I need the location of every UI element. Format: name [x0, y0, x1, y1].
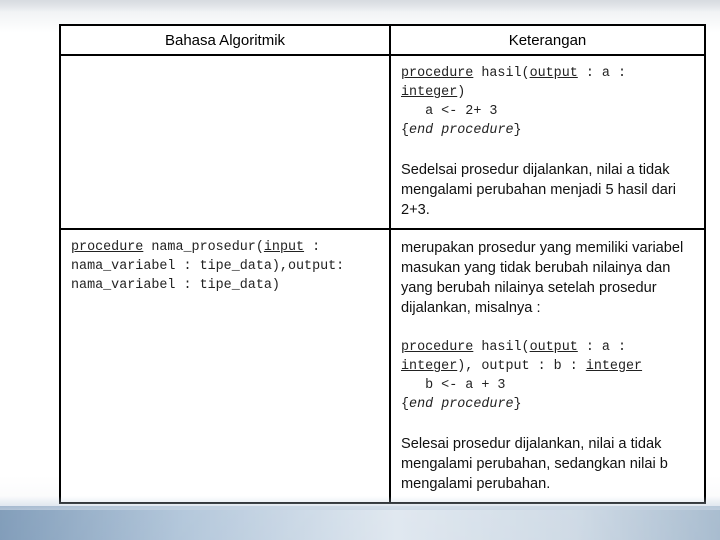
code-keyword: end procedure: [409, 397, 514, 412]
code-keyword: input: [263, 240, 305, 255]
row1-code-block: [401, 64, 700, 140]
code-text: {: [401, 123, 410, 138]
code-text: {: [401, 397, 410, 412]
code-text: }: [513, 123, 522, 138]
code-text: ): [457, 85, 466, 100]
header-keterangan: Keterangan: [390, 25, 705, 55]
row2-code-block: [401, 338, 700, 414]
code-text: nama_prosedur(: [143, 240, 264, 255]
row1-note: Sedelsai prosedur dijalankan, nilai a tidak mengalami perubahan menjadi 5 hasil dari 2+3.: [401, 162, 677, 218]
code-keyword: procedure: [401, 340, 474, 355]
code-text: a <- 2+ 3: [401, 104, 498, 119]
code-text: :: [304, 240, 321, 255]
row1-algoritmik-cell: [60, 55, 390, 229]
code-text: : a :: [577, 340, 627, 355]
code-keyword: output: [529, 66, 578, 81]
code-keyword: integer: [585, 359, 643, 374]
table-row: [60, 229, 705, 503]
code-text: hasil(: [473, 340, 530, 355]
slide-top-edge: [0, 0, 720, 12]
code-keyword: integer: [401, 85, 458, 100]
code-text: nama_variabel : tipe_data),output:: [71, 259, 345, 274]
code-keyword: integer: [401, 359, 458, 374]
code-text: nama_variabel : tipe_data): [71, 278, 280, 293]
row2-keterangan-cell: [390, 229, 705, 503]
slide-bottom-band: [0, 506, 720, 540]
code-keyword: end procedure: [409, 123, 514, 138]
algorithm-table: [59, 24, 706, 504]
row1-keterangan-cell: [390, 55, 705, 229]
code-text: b <- a + 3: [401, 378, 506, 393]
table-row: [60, 55, 705, 229]
row2-intro: merupakan prosedur yang memiliki variabel masukan yang tidak berubah nilainya dan yang berubah nilainya setelah prosedur dijalankan, misalnya :: [401, 240, 684, 316]
row2-syntax-block: [71, 238, 383, 295]
code-text: ), output : b :: [457, 359, 586, 374]
code-keyword: procedure: [401, 66, 474, 81]
row2-algoritmik-cell: [60, 229, 390, 503]
code-text: }: [513, 397, 522, 412]
row2-note: Selesai prosedur dijalankan, nilai a tidak mengalami perubahan, sedangkan nilai b mengalami perubahan.: [401, 436, 668, 492]
table-header-row: [60, 25, 705, 55]
header-bahasa-algoritmik: Bahasa Algoritmik: [60, 25, 390, 55]
code-keyword: procedure: [71, 240, 144, 255]
code-text: hasil(: [473, 66, 530, 81]
code-keyword: output: [529, 340, 578, 355]
code-text: : a :: [577, 66, 627, 81]
